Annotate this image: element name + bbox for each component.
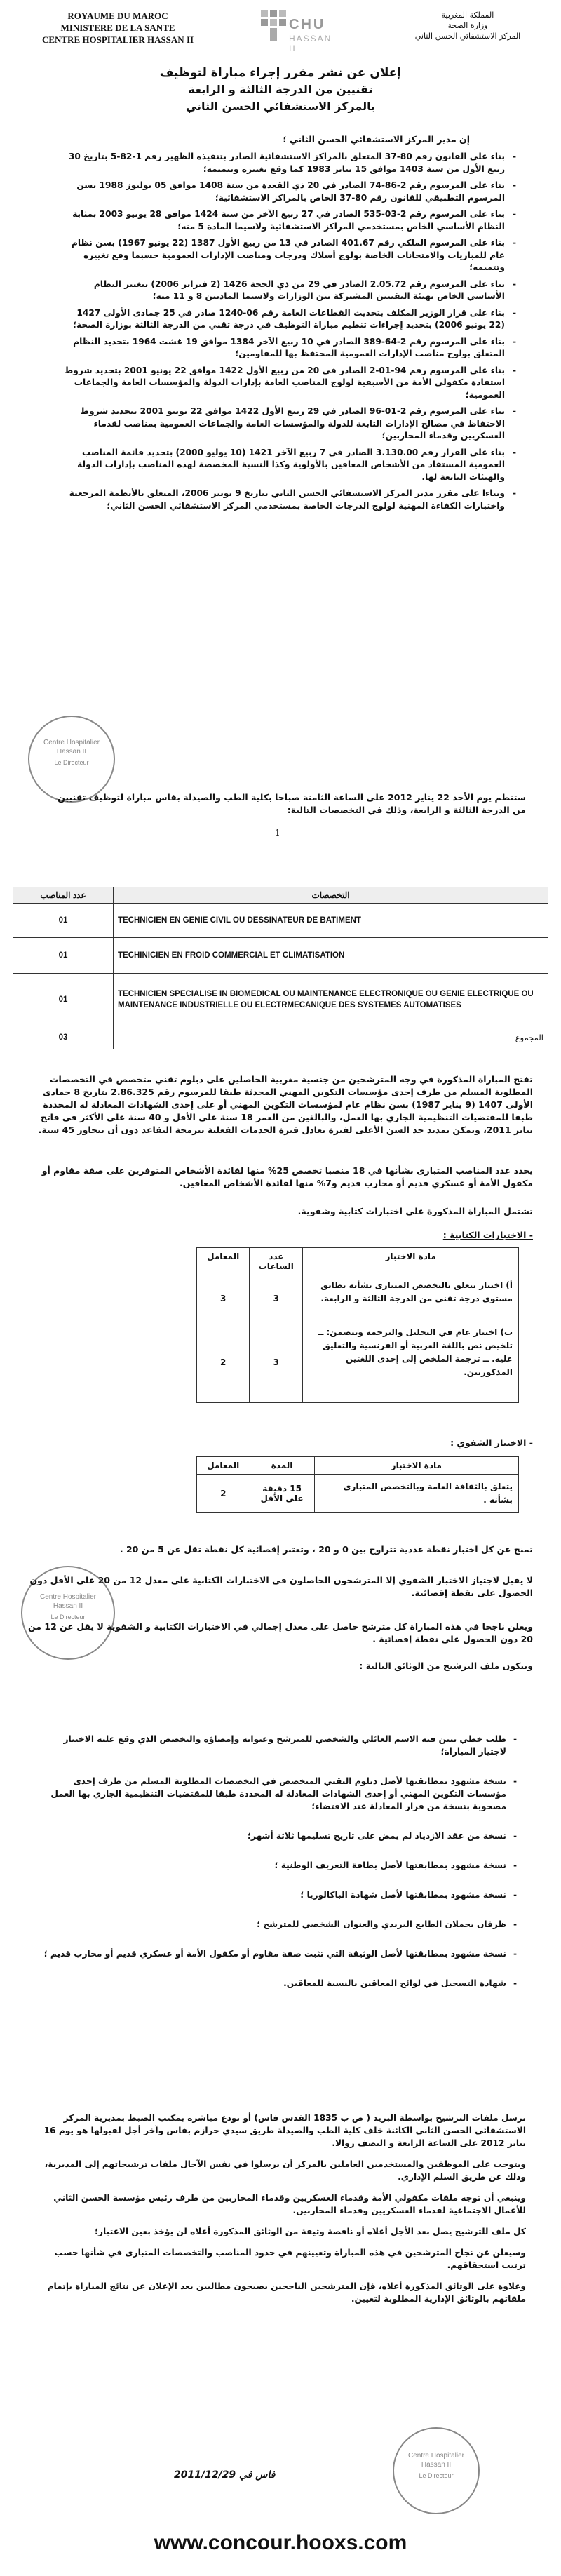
table-row: [13, 904, 548, 938]
closing-paragraph: وسيعلن عن نجاح المترشحين في هذه المباراة وتعيينهم في حدود المناصب والتخصصات المتبارى في شأنها حسب ترتيب استحقاقهم.: [54, 2248, 526, 2270]
decision-text: ستنظم يوم الأحد 22 يناير 2012 على الساعة الثامنة صباحا بكلية الطب والصيدلة بفاس مباراة لتوظيف تقنيين من الدرجة الثالثة و الرابعة، وذلك في التخصصات التالية:: [58, 792, 526, 815]
considerant-item: - بناء على القرار رقم 3.130.00 الصادر في 7 ربيع الآخر 1421 (10 يوليو 2000) بتحديد قائمة المناصب العمومية المستفاد من الأشخاص المعاقين بالأولوية وكذا النسبة المخصصة لهذه المناصب بإدارات الدولة والهيئات التابعة لها.: [63, 447, 519, 484]
considerant-item: - بناء على المرسوم رقم 2.05.72 الصادر في 29 من ذي الحجة 1426 (2 فبراير 2006) بتغيير النظام الأساسي الخاص بهيئة التقنيين المشتركة بين الوزارات ولاسيما المادتين 8 و 11 منه؛: [63, 279, 519, 303]
header-center-ar: المركز الاستشفائي الحسن الثاني: [414, 32, 521, 41]
closing-paragraph: وعلاوة على الوثائق المذكورة أعلاه، فإن المترشحين الناجحين يصبحون مطالبين بعد الإعلان عن نتائج المباراة بإتمام ملفاتهم بالوثائق الإدارية المطلوبة لتعيين.: [47, 2281, 526, 2304]
considerants-list: [63, 151, 519, 516]
post-count: 01: [13, 938, 114, 974]
document-item: - طلب خطي يبين فيه الاسم العائلي والشخصي للمترشح وعنوانه وإمضاؤه والتخصص الذي وقع عليه الاختيار لاجتياز المباراة؛: [35, 1733, 519, 1758]
considerant-item: - بناء على المرسوم رقم 2-03-535 الصادر في 27 ربيع الآخر من سنة 1424 موافق 28 يونيو 2003 بمثابة النظام الأساسي الخاص بمستخدمي المراكز الاستشفائية ولاسيما المادة 5 منه؛: [63, 208, 519, 233]
intro-text: إن مدير المركز الاستشفائي الحسن الثاني ؛: [283, 134, 470, 145]
eligibility-text: تفتح المباراة المذكورة في وجه المترشحين من جنسية مغربية الحاصلين على دبلوم تقني متخصص في التخصصات المطلوبة المسلم من طرف إحدى مؤسسات التكوين المهني المحدثة طبقا للمرسوم رقم 2.86.325 بتاريخ 8 جمادى الأولى 1407 (9 يناير 1987) بسن نظام عام لمؤسسات التكوين المهني أو على إحدى الشهادات المعادلة له المحددة طبقا للمقتضيات التنظيمية الجاري بها العمل، والبالغين من العمر 18 سنة على الأقل و 40 سنة على الأكثر في فاتح يناير 2011، ويمكن تمديد حد السن الأعلى لفترة تعادل فترة الخدمات الفعلية ببرمجة التقاعد دون أن يتجاوز 45 سنة.: [38, 1074, 533, 1135]
written-table-header: [197, 1248, 519, 1275]
oral-exam-table: [196, 1456, 519, 1513]
closing-paragraph: وينبغي أن توجه ملفات مكفولي الأمة وقدماء العسكريين وقدماء المحاربين من طرف رئيس مؤسسة الحسن الثاني للأعمال الاجتماعية لقدماء العسكريين وقدماء المحاربين.: [53, 2193, 526, 2215]
official-stamp: [393, 2427, 480, 2514]
written-subject: ب) اختبار عام في التحليل والترجمة ويتضمن: ــ تلخيص نص باللغة العربية أو الفرنسية والتعليق عليه. ــ ترجمة الملخص إلى إحدى اللغتين المذكورتين.: [303, 1322, 519, 1403]
stamp-text: Centre Hospitalier Hassan II: [407, 2452, 465, 2469]
posts-table: [13, 887, 548, 1049]
header-ministry: MINISTERE DE LA SANTE: [60, 22, 175, 33]
chu-logo: [252, 7, 337, 52]
oral-coef: 2: [197, 1475, 250, 1513]
header-left-french: [13, 10, 223, 46]
post-count: 01: [13, 974, 114, 1026]
closing-section: [35, 2112, 526, 2305]
title-line-2: تقنيين من الدرجة الثالثة و الرابعة: [188, 83, 373, 96]
total-label: المجموع: [114, 1026, 548, 1049]
posts-table-header: [13, 887, 548, 904]
header-kingdom: ROYAUME DU MAROC: [67, 11, 168, 21]
table-row: [197, 1275, 519, 1322]
post-specialty: TECHNICIEN EN GENIE CIVIL OU DESSINATEUR DE BATIMENT: [114, 904, 548, 938]
col-duration: المدة: [250, 1457, 314, 1475]
document-item: - نسخة مشهود بمطابقتها لأصل دبلوم التقني المتخصص في التخصصات المطلوبة المسلم من طرف إحدى مؤسسات التكوين المهني أو إحدى الشهادات المعادلة له المحددة طبقا للمقتضيات التنظيمية الجاري بها العمل مصحوبة بنسخة من قرار المعادلة عند الاقتضاء؛: [35, 1775, 519, 1813]
oral-duration: 15 دقيقة على الأقل: [250, 1475, 314, 1513]
grading-rule-1: تمنح عن كل اختبار نقطة عددية تتراوح بين 0 و 20 ، وتعتبر إقصائية كل نقطة تقل عن 5 من 20 .: [119, 1544, 533, 1555]
header-kingdom-ar: المملكة المغربية: [441, 11, 494, 20]
total-count: 03: [13, 1026, 114, 1049]
written-exams-table: [196, 1247, 519, 1403]
post-specialty: TECHNICIEN SPECIALISE IN BIOMEDICAL OU MAINTENANCE ELECTRONIQUE OU GENIE ELECTRIQUE OU MAINTENANCE INDUSTRIELLE OU ELECTRMECANIQUE DES SYSTEMES AUTOMATISES: [114, 974, 548, 1026]
exam-intro: تشتمل المباراة المذكورة على اختبارات كتابية وشفوية.: [297, 1206, 533, 1216]
stamp-sub: Le Directeur: [50, 1614, 86, 1621]
document-item: - شهادة التسجيل في لوائح المعاقين بالنسبة للمعاقين.: [35, 1977, 519, 1990]
col-hours: عدد الساعات: [250, 1248, 303, 1275]
post-specialty: TECHINICIEN EN FROID COMMERCIAL ET CLIMATISATION: [114, 938, 548, 974]
col-count-header: عدد المناصب: [13, 887, 114, 904]
file-intro: ويتكون ملف الترشيح من الوثائق التالية :: [359, 1661, 533, 1671]
table-total-row: [13, 1026, 548, 1049]
oral-heading: - الاختبار الشفوي :: [450, 1437, 533, 1448]
written-coef: 2: [197, 1322, 250, 1403]
document-item: - نسخة مشهود بمطابقتها لأصل بطاقة التعريف الوطنية ؛: [35, 1859, 519, 1872]
title-line-3: بالمركز الاستشفائي الحسن الثاني: [185, 100, 376, 113]
documents-list: [35, 1733, 519, 2006]
table-row: [13, 974, 548, 1026]
official-stamp: [28, 716, 115, 803]
logo-subtext: HASSAN II: [289, 34, 332, 53]
table-row: [197, 1322, 519, 1403]
oral-table-header: [197, 1457, 519, 1475]
written-subject: أ) اختبار يتعلق بالتخصص المتبارى بشأنه يطابق مستوى درجة تقني من الدرجة الثالثة و الرابعة.: [303, 1275, 519, 1322]
stamp-text: Centre Hospitalier Hassan II: [43, 739, 100, 756]
closing-paragraph: كل ملف للترشيح يصل بعد الأجل أعلاه أو ناقصة وثيقة من الوثائق المذكورة أعلاه لن يؤخذ بعين الاعتبار؛: [95, 2227, 526, 2236]
considerant-item: - بناء على قرار الوزير المكلف بتحديث القطاعات العامة رقم 06-1240 صادر في 25 جمادى الأولى 1427 (22 يونيو 2006) بتحديد إجراءات تنظيم مباراة التوظيف في درجة تقني من الدرجة الثالثة بوزارة الصحة؛: [63, 307, 519, 332]
document-item: - نسخة مشهود بمطابقتها لأصل الوثيقة التي تثبت صفة مقاوم أو مكفول الأمة أو عسكري قديم أو محارب قديم ؛: [35, 1947, 519, 1960]
post-count: 01: [13, 904, 114, 938]
logo-mark-icon: [261, 10, 286, 41]
written-hours: 3: [250, 1275, 303, 1322]
watermark-url: www.concour.hooxs.com: [154, 2531, 407, 2554]
oral-subject: يتعلق بالثقافة العامة وبالتخصص المتبارى بشأنه .: [314, 1475, 518, 1513]
stamp-sub: Le Directeur: [419, 2472, 454, 2479]
page-number: 1: [275, 828, 280, 838]
title-line-1: إعلان عن نشر مقرر إجراء مباراة لتوظيف: [159, 66, 402, 80]
col-subject: مادة الاختبار: [314, 1457, 518, 1475]
table-row: [13, 938, 548, 974]
considerant-item: - بناء على القانون رقم 80-37 المتعلق بالمراكز الاستشفائية الصادر بتنفيذه الظهير رقم 1-82-5 بتاريخ 30 ربيع الأول من سنة 1403 موافق 15 يناير 1983 كما وقع تغييره وتتميمه؛: [63, 151, 519, 175]
considerant-item: - بناء على المرسوم رقم 94-01-2 الصادر في 20 من ربيع الأول 1422 موافق 22 يونيو 2001 بتحديد شروط استفادة مكفولي الأمة من الأسبقية لولوج المناصب العامة بإدارات الدولة والمؤسسات العامة والجماعات العمومية؛: [63, 365, 519, 402]
signature-date: فاس في 2011/12/29: [174, 2469, 276, 2481]
grading-rule-3: ويعلن ناجحا في هذه المباراة كل مترشح حاصل على معدل إجمالي في الاختبارات الكتابية و الشفوية لا يقل عن 12 من 20 دون الحصول على نقطة إقصائية .: [28, 1621, 533, 1644]
header-center: CENTRE HOSPITALIER HASSAN II: [41, 34, 194, 45]
grading-rule-2: لا يقبل لاجتياز الاختبار الشفوي إلا المترشحون الحاصلون في الاختبارات الكتابية على معدل 12 من 20 على الأقل دون الحصول على نقطة إقصائية.: [29, 1575, 533, 1598]
header-right-arabic: [387, 10, 548, 41]
written-heading: - الاختبارات الكتابية :: [442, 1230, 533, 1240]
stamp-text: Centre Hospitalier Hassan II: [39, 1593, 97, 1610]
col-specialty-header: التخصصات: [114, 887, 548, 904]
considerant-item: - بناء على المرسوم رقم 2-86-74 الصادر في 20 ذي القعدة من سنة 1408 موافق 05 يوليوز 1988 بسن المرسوم التطبيقي للقانون رقم 80-37 الخاص بالمراكز الاستشفائية؛: [63, 180, 519, 204]
closing-paragraph: ترسل ملفات الترشيح بواسطة البريد ( ص ب 1835 القدس فاس) أو تودع مباشرة بمكتب الضبط بمديرية المركز الاستشفائي الحسن الثاني الكائنة خلف كلية الطب والصيدلة طريق سيدي حرازم بفاس وآخر أجل لقبولها هو يوم 16 يناير 2012 على الساعة الرابعة و النصف زوالا.: [43, 2113, 526, 2148]
document-item: - نسخة من عقد الازدياد لم يمض على تاريخ تسليمها ثلاثة أشهر؛: [35, 1830, 519, 1842]
table-row: [197, 1475, 519, 1513]
col-subject: مادة الاختبار: [303, 1248, 519, 1275]
considerant-item: - بناء على المرسوم رقم 2-01-96 الصادر في 29 ربيع الأول 1422 موافق 22 يونيو 2001 بتحديد شروط الاحتفاظ في مصالح الإدارات التابعة للدولة والمؤسسات العامة والجماعات العمومية بمناصب لقدماء العسكريين وقدماء المحاربين؛: [63, 405, 519, 443]
written-coef: 3: [197, 1275, 250, 1322]
document-item: - ظرفان يحملان الطابع البريدي والعنوان الشخصي للمترشح ؛: [35, 1918, 519, 1931]
logo-text: CHU: [289, 17, 326, 32]
considerant-item: - وبناءا على مقرر مدير المركز الاستشفائي الحسن الثاني بتاريخ 9 نونبر 2006، المتعلق بالأنظمة المرجعية واختبارات الكفاءة المهنية لولوج الدرجات الخاصة بمستخدمي المركز الاستشفائي الحسن الثاني؛: [63, 488, 519, 512]
considerant-item: - بناء على المرسوم الملكي رقم 401.67 الصادر في 13 من ربيع الأول 1387 (22 يونيو 1967) بسن نظام عام للمباريات والامتحانات الخاصة بولوج أسلاك ودرجات ومناصب الإدارات العمومية حسبما وقع تغييره وتتميمه؛: [63, 237, 519, 274]
stamp-sub: Le Directeur: [54, 759, 89, 766]
closing-paragraph: ويتوجب على الموظفين والمستخدمين العاملين بالمركز أن يرسلوا في نفس الآجال ملفات ترشيحاتهم إلى المديرية، وذلك عن طريق السلم الإداري.: [44, 2159, 526, 2182]
col-coef: المعامل: [197, 1457, 250, 1475]
considerant-item: - بناء على المرسوم رقم 2-64-389 الصادر في 10 ربيع الآخر 1384 موافق 19 غشت 1964 بتحديد النظام المتعلق بولوج مناصب الإدارات العمومية المحتفظ بها للمقاومين؛: [63, 336, 519, 361]
written-hours: 3: [250, 1322, 303, 1403]
quota-text: يحدد عدد المناصب المتبارى بشأنها في 18 منصبا تخصص 25% منها لفائدة الأشخاص المتوفرين على صفة مقاوم أو مكفول الأمة أو عسكري قديم أو محارب قديم و7% منها لفائدة الأشخاص المعاقين.: [41, 1165, 533, 1188]
col-coef: المعامل: [197, 1248, 250, 1275]
header-ministry-ar: وزارة الصحة: [447, 21, 488, 30]
announcement-title: [112, 65, 449, 115]
document-item: - نسخة مشهود بمطابقتها لأصل شهادة الباكالوريا ؛: [35, 1889, 519, 1901]
